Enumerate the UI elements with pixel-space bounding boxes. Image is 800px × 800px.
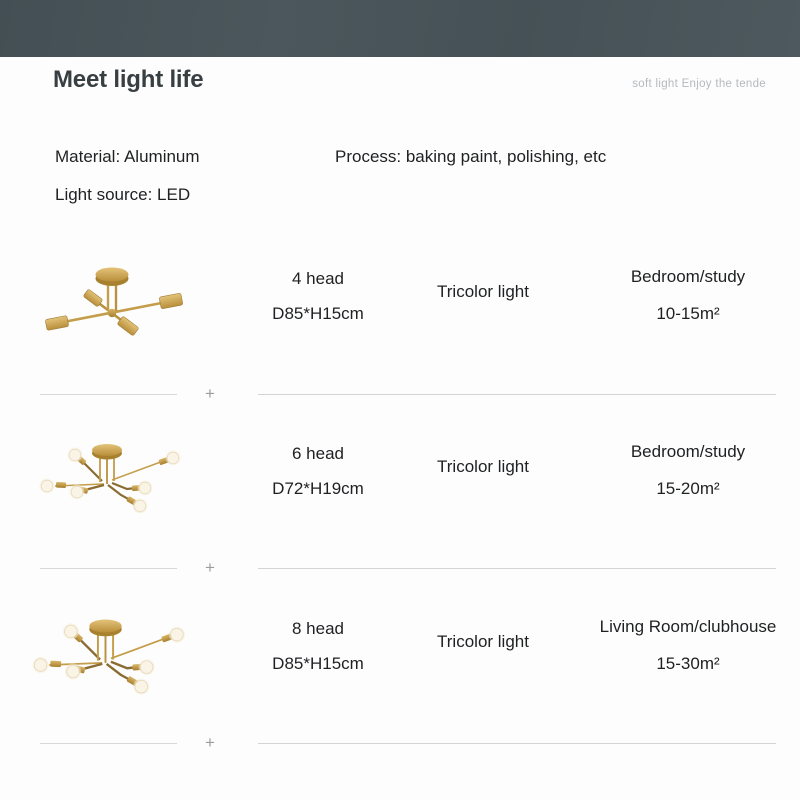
- plus-mark: +: [205, 733, 215, 752]
- product-heads: 6 head: [292, 444, 344, 463]
- product-row-6-head: [0, 413, 800, 573]
- lamp-6-head-image: [28, 428, 198, 520]
- row-divider: [0, 560, 800, 576]
- product-room: Bedroom/study: [630, 267, 746, 286]
- header-banner: [0, 0, 800, 57]
- page-title: Meet light life: [53, 66, 204, 93]
- product-size: D85*H15cm: [272, 654, 364, 673]
- plus-mark: +: [205, 558, 215, 577]
- spec-process: Process: baking paint, polishing, etc: [335, 147, 607, 166]
- product-light: Tricolor light: [437, 457, 529, 476]
- product-light: Tricolor light: [437, 632, 529, 651]
- product-row-8-head: [0, 588, 800, 748]
- divider-line-right: [258, 394, 776, 395]
- product-room: Bedroom/study: [630, 442, 746, 461]
- divider-line-left: [40, 743, 177, 744]
- product-area: 15-30m²: [656, 654, 720, 673]
- product-area: 15-20m²: [656, 479, 720, 498]
- plus-mark: +: [205, 384, 215, 403]
- divider-line-left: [40, 394, 177, 395]
- row-divider: [0, 735, 800, 751]
- divider-line-right: [258, 568, 776, 569]
- divider-line-right: [258, 743, 776, 744]
- product-room: Living Room/clubhouse: [599, 617, 777, 636]
- divider-line-left: [40, 568, 177, 569]
- lamp-8-head-image: [20, 602, 204, 702]
- product-size: D85*H15cm: [272, 304, 364, 323]
- product-area: 10-15m²: [656, 304, 720, 323]
- header-tagline: soft light Enjoy the tende: [632, 78, 766, 90]
- spec-light-source: Light source: LED: [55, 185, 191, 204]
- lamp-4-head-image: [30, 252, 200, 347]
- product-size: D72*H19cm: [272, 479, 364, 498]
- spec-material: Material: Aluminum: [55, 147, 200, 166]
- row-divider: [0, 386, 800, 402]
- product-light: Tricolor light: [437, 282, 529, 301]
- product-row-4-head: [0, 238, 800, 398]
- product-heads: 8 head: [292, 619, 344, 638]
- product-heads: 4 head: [292, 269, 344, 288]
